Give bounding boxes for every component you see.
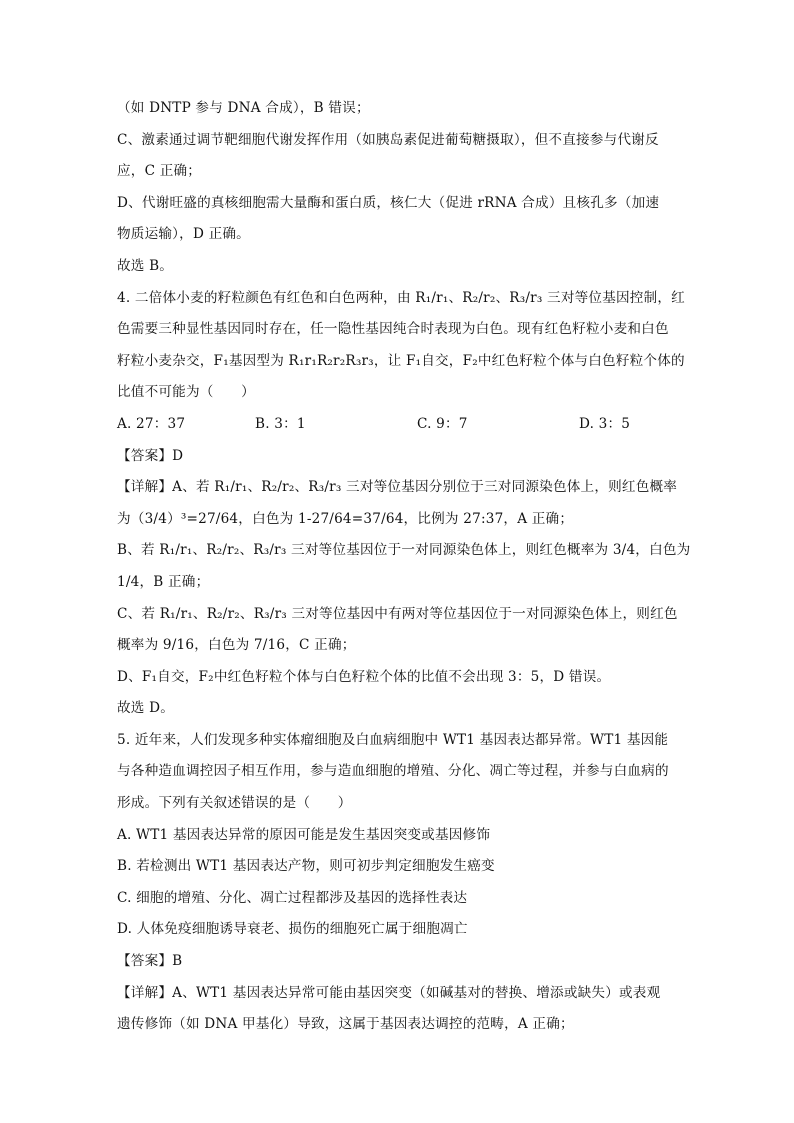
explanation-line: C、若 R₁/r₁、R₂/r₂、R₃/r₃ 三对等位基因中有两对等位基因位于一对同源染色体上，则红色 (117, 605, 678, 622)
question-stem: 形成。下列有关叙述错误的是（ ） (117, 795, 352, 812)
explanation-line: 为（3/4）³=27/64，白色为 1-27/64=37/64，比例为 27:37，A 正确； (117, 510, 574, 527)
question-stem: 4. 二倍体小麦的籽粒颜色有红色和白色两种，由 R₁/r₁、R₂/r₂、R₃/r₃ 三对等位基因控制，红 (117, 289, 685, 306)
question-stem: 籽粒小麦杂交，F₁基因型为 R₁r₁R₂r₂R₃r₃，让 F₁自交，F₂中红色籽粒个体与白色籽粒个体的 (117, 352, 685, 369)
question-stem: 与各种造血调控因子相互作用，参与造血细胞的增殖、分化、凋亡等过程，并参与白血病的 (117, 763, 669, 780)
explanation-line: 遗传修饰（如 DNA 甲基化）导致，这属于基因表达调控的范畴，A 正确； (117, 1016, 574, 1033)
explanation-line: 概率为 9/16，白色为 7/16，C 正确； (117, 637, 356, 654)
explanation-line: 【详解】A、若 R₁/r₁、R₂/r₂、R₃/r₃ 三对等位基因分别位于三对同源染色体上，则红色概率 (117, 479, 678, 496)
question-stem: 5. 近年来，人们发现多种实体瘤细胞及白血病细胞中 WT1 基因表达都异常。WT1 基因能 (117, 731, 669, 748)
answer-label: 【答案】D (117, 447, 184, 464)
explanation-line: B、若 R₁/r₁、R₂/r₂、R₃/r₃ 三对等位基因位于一对同源染色体上，则红色概率为 3/4，白色为 (117, 542, 691, 559)
option-a: A. WT1 基因表达异常的原因可能是发生基因突变或基因修饰 (117, 826, 491, 843)
question-stem: 比值不可能为（ ） (117, 384, 255, 401)
document-page (117, 93, 691, 1041)
options-row (117, 409, 679, 441)
text-line: 应，C 正确； (117, 163, 202, 180)
conclusion-line: 故选 D。 (117, 700, 175, 717)
text-line: D、代谢旺盛的真核细胞需大量酶和蛋白质，核仁大（促进 rRNA 合成）且核孔多（加速 (117, 194, 660, 211)
text-line: （如 DNTP 参与 DNA 合成），B 错误； (117, 100, 370, 116)
option-d: D. 人体免疫细胞诱导衰老、损伤的细胞死亡属于细胞凋亡 (117, 921, 468, 938)
question-4 (117, 283, 691, 725)
question-5 (117, 725, 679, 1041)
text-line: C、激素通过调节靶细胞代谢发挥作用（如胰岛素促进葡萄糖摄取），但不直接参与代谢反 (117, 131, 659, 148)
conclusion-line: 故选 B。 (117, 257, 174, 274)
option-c: C. 细胞的增殖、分化、凋亡过程都涉及基因的选择性表达 (117, 889, 468, 906)
option-c: C. 9：7 (417, 415, 468, 432)
option-b: B. 若检测出 WT1 基因表达产物，则可初步判定细胞发生癌变 (117, 858, 495, 875)
option-b: B. 3：1 (255, 415, 306, 432)
option-a: A. 27：37 (117, 415, 186, 432)
explanation-line: D、F₁自交，F₂中红色籽粒个体与白色籽粒个体的比值不会出现 3：5，D 错误。 (117, 668, 611, 685)
text-line: 物质运输），D 正确。 (117, 226, 250, 243)
answer-label: 【答案】B (117, 953, 183, 970)
explanation-line: 1/4，B 正确； (117, 573, 210, 590)
question-stem: 色需要三种显性基因同时存在，任一隐性基因纯合时表现为白色。现有红色籽粒小麦和白色 (117, 321, 669, 338)
option-d: D. 3：5 (579, 415, 631, 432)
explanation-line: 【详解】A、WT1 基因表达异常可能由基因突变（如碱基对的替换、增添或缺失）或表观 (117, 984, 661, 1001)
